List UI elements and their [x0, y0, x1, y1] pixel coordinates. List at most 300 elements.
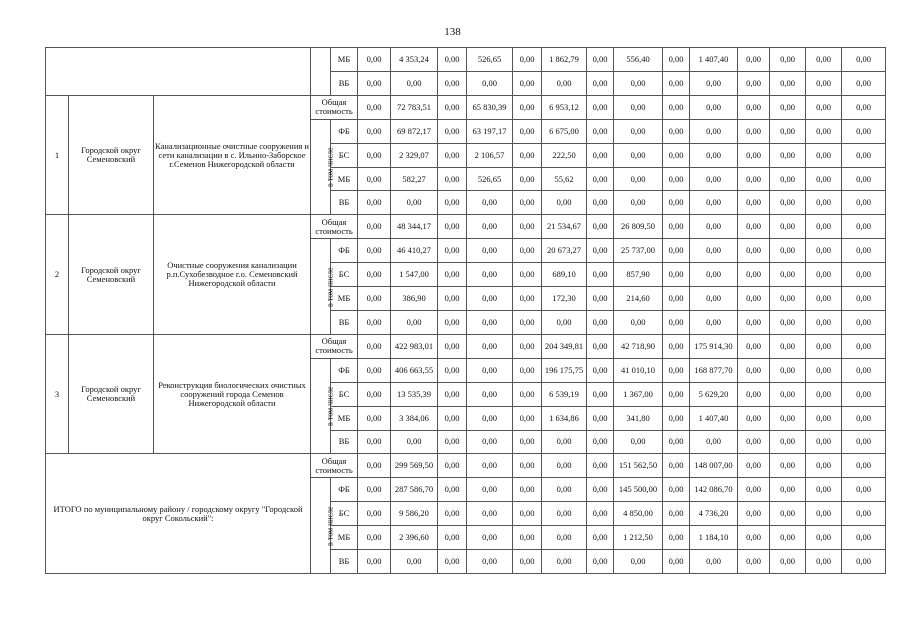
value-cell: 42 718,90	[614, 334, 663, 358]
value-cell: 0,00	[467, 454, 513, 478]
value-cell: 0,00	[842, 191, 886, 215]
value-cell: 0,00	[663, 406, 690, 430]
value-cell: 0,00	[770, 334, 806, 358]
value-cell: 142 086,70	[690, 478, 738, 502]
value-cell: 0,00	[358, 310, 391, 334]
value-cell: 0,00	[806, 382, 842, 406]
total-label: Общая стоимость	[311, 215, 358, 239]
value-cell: 0,00	[806, 119, 842, 143]
value-cell: 25 737,00	[614, 239, 663, 263]
value-cell: 0,00	[587, 143, 614, 167]
value-cell: 1 212,50	[614, 526, 663, 550]
value-cell: 0,00	[614, 119, 663, 143]
value-cell: 0,00	[358, 239, 391, 263]
value-cell: 0,00	[770, 550, 806, 574]
value-cell: 0,00	[438, 71, 467, 95]
value-cell: 0,00	[806, 263, 842, 287]
value-cell: 0,00	[513, 526, 542, 550]
value-cell: 0,00	[738, 478, 770, 502]
value-cell: 222,50	[542, 143, 587, 167]
value-cell: 0,00	[614, 550, 663, 574]
fund-cell: МБ	[331, 167, 358, 191]
value-cell: 0,00	[842, 287, 886, 311]
value-cell: 0,00	[663, 48, 690, 72]
value-cell: 1 547,00	[391, 263, 438, 287]
value-cell: 0,00	[467, 215, 513, 239]
value-cell: 0,00	[467, 263, 513, 287]
value-cell: 0,00	[587, 95, 614, 119]
value-cell: 0,00	[770, 215, 806, 239]
value-cell: 0,00	[842, 263, 886, 287]
fund-cell: ФБ	[331, 119, 358, 143]
value-cell: 0,00	[770, 310, 806, 334]
value-cell: 857,90	[614, 263, 663, 287]
value-cell: 0,00	[842, 48, 886, 72]
project-name: Очистные сооружения канализации р.п.Сухобезводное г.о. Семеновский Нижегородской области	[154, 215, 311, 335]
value-cell: 0,00	[738, 48, 770, 72]
value-cell: 0,00	[738, 263, 770, 287]
value-cell: 0,00	[690, 239, 738, 263]
value-cell: 582,27	[391, 167, 438, 191]
value-cell: 0,00	[770, 71, 806, 95]
value-cell: 21 534,67	[542, 215, 587, 239]
value-cell: 6 539,19	[542, 382, 587, 406]
value-cell: 0,00	[542, 191, 587, 215]
table-row	[46, 48, 886, 72]
value-cell: 0,00	[358, 263, 391, 287]
value-cell: 1 634,86	[542, 406, 587, 430]
value-cell: 386,90	[391, 287, 438, 311]
value-cell: 0,00	[587, 550, 614, 574]
value-cell: 0,00	[842, 358, 886, 382]
value-cell: 0,00	[663, 215, 690, 239]
value-cell: 1 407,40	[690, 406, 738, 430]
value-cell: 0,00	[770, 239, 806, 263]
value-cell: 0,00	[614, 95, 663, 119]
value-cell: 0,00	[806, 95, 842, 119]
value-cell: 0,00	[513, 215, 542, 239]
value-cell: 0,00	[842, 71, 886, 95]
value-cell: 0,00	[663, 526, 690, 550]
value-cell: 0,00	[663, 334, 690, 358]
fund-cell: ВБ	[331, 430, 358, 454]
value-cell: 0,00	[842, 143, 886, 167]
value-cell: 0,00	[542, 478, 587, 502]
fund-cell: ВБ	[331, 191, 358, 215]
value-cell: 0,00	[438, 454, 467, 478]
fund-cell: ФБ	[331, 358, 358, 382]
value-cell: 0,00	[438, 430, 467, 454]
value-cell: 0,00	[614, 71, 663, 95]
value-cell: 0,00	[842, 382, 886, 406]
empty-header-cell	[46, 48, 311, 96]
value-cell: 0,00	[467, 406, 513, 430]
value-cell: 0,00	[690, 191, 738, 215]
value-cell: 0,00	[663, 167, 690, 191]
value-cell: 0,00	[806, 502, 842, 526]
value-cell: 0,00	[806, 48, 842, 72]
value-cell: 0,00	[690, 71, 738, 95]
value-cell: 0,00	[358, 502, 391, 526]
value-cell: 1 862,79	[542, 48, 587, 72]
value-cell: 526,65	[467, 48, 513, 72]
value-cell: 0,00	[513, 263, 542, 287]
value-cell: 0,00	[738, 95, 770, 119]
value-cell: 0,00	[438, 478, 467, 502]
value-cell: 0,00	[663, 71, 690, 95]
value-cell: 48 344,17	[391, 215, 438, 239]
value-cell: 0,00	[587, 263, 614, 287]
value-cell: 63 197,17	[467, 119, 513, 143]
value-cell: 0,00	[542, 502, 587, 526]
value-cell: 65 830,39	[467, 95, 513, 119]
value-cell: 0,00	[438, 119, 467, 143]
value-cell: 0,00	[690, 95, 738, 119]
value-cell: 0,00	[614, 310, 663, 334]
value-cell: 6 675,00	[542, 119, 587, 143]
value-cell: 0,00	[663, 478, 690, 502]
value-cell: 2 329,07	[391, 143, 438, 167]
value-cell: 0,00	[842, 454, 886, 478]
value-cell: 0,00	[587, 454, 614, 478]
project-number: 3	[46, 334, 69, 454]
value-cell: 0,00	[391, 191, 438, 215]
value-cell: 0,00	[690, 119, 738, 143]
value-cell: 55,62	[542, 167, 587, 191]
value-cell: 0,00	[467, 239, 513, 263]
value-cell: 0,00	[587, 334, 614, 358]
value-cell: 0,00	[738, 550, 770, 574]
value-cell: 0,00	[738, 71, 770, 95]
value-cell: 0,00	[358, 287, 391, 311]
value-cell: 0,00	[438, 526, 467, 550]
value-cell: 0,00	[842, 430, 886, 454]
table-row	[46, 334, 886, 358]
value-cell: 0,00	[467, 71, 513, 95]
value-cell: 0,00	[542, 310, 587, 334]
value-cell: 0,00	[770, 263, 806, 287]
value-cell: 0,00	[738, 358, 770, 382]
value-cell: 0,00	[842, 334, 886, 358]
value-cell: 0,00	[358, 143, 391, 167]
fund-cell: ВБ	[331, 550, 358, 574]
value-cell: 0,00	[587, 239, 614, 263]
value-cell: 0,00	[842, 478, 886, 502]
value-cell: 0,00	[358, 478, 391, 502]
value-cell: 0,00	[467, 310, 513, 334]
value-cell: 69 872,17	[391, 119, 438, 143]
value-cell: 1 184,10	[690, 526, 738, 550]
value-cell: 2 396,60	[391, 526, 438, 550]
value-cell: 0,00	[438, 143, 467, 167]
value-cell: 0,00	[738, 502, 770, 526]
value-cell: 0,00	[438, 550, 467, 574]
value-cell: 0,00	[663, 191, 690, 215]
value-cell: 0,00	[738, 334, 770, 358]
value-cell: 0,00	[770, 191, 806, 215]
value-cell: 0,00	[467, 550, 513, 574]
value-cell: 0,00	[391, 550, 438, 574]
fund-cell: МБ	[331, 48, 358, 72]
budget-table	[45, 47, 886, 574]
incl-label: в том числе	[325, 506, 335, 546]
value-cell: 0,00	[438, 406, 467, 430]
value-cell: 526,65	[467, 167, 513, 191]
value-cell: 0,00	[587, 287, 614, 311]
value-cell: 0,00	[513, 287, 542, 311]
incl-label-cell	[311, 478, 335, 574]
project-district: Городской округ Семеновский	[69, 95, 154, 215]
value-cell: 4 353,24	[391, 48, 438, 72]
project-district: Городской округ Семеновский	[69, 215, 154, 335]
value-cell: 1 407,40	[690, 48, 738, 72]
value-cell: 0,00	[358, 550, 391, 574]
value-cell: 0,00	[663, 382, 690, 406]
value-cell: 0,00	[806, 550, 842, 574]
value-cell: 0,00	[467, 478, 513, 502]
value-cell: 0,00	[690, 143, 738, 167]
value-cell: 0,00	[842, 526, 886, 550]
value-cell: 0,00	[690, 215, 738, 239]
value-cell: 0,00	[663, 287, 690, 311]
value-cell: 0,00	[614, 430, 663, 454]
fund-cell: ФБ	[331, 478, 358, 502]
empty-incl-cell	[311, 48, 331, 96]
value-cell: 0,00	[690, 310, 738, 334]
value-cell: 0,00	[358, 71, 391, 95]
value-cell: 0,00	[690, 167, 738, 191]
value-cell: 4 736,20	[690, 502, 738, 526]
value-cell: 0,00	[513, 358, 542, 382]
value-cell: 20 673,27	[542, 239, 587, 263]
value-cell: 0,00	[391, 430, 438, 454]
value-cell: 0,00	[738, 167, 770, 191]
value-cell: 0,00	[438, 287, 467, 311]
value-cell: 0,00	[770, 454, 806, 478]
value-cell: 196 175,75	[542, 358, 587, 382]
value-cell: 0,00	[513, 119, 542, 143]
project-number: 1	[46, 95, 69, 215]
value-cell: 0,00	[438, 334, 467, 358]
value-cell: 0,00	[770, 48, 806, 72]
value-cell: 0,00	[542, 430, 587, 454]
value-cell: 0,00	[842, 119, 886, 143]
value-cell: 0,00	[806, 310, 842, 334]
value-cell: 299 569,50	[391, 454, 438, 478]
value-cell: 0,00	[513, 430, 542, 454]
value-cell: 0,00	[587, 119, 614, 143]
value-cell: 0,00	[663, 502, 690, 526]
value-cell: 0,00	[513, 478, 542, 502]
value-cell: 0,00	[438, 502, 467, 526]
value-cell: 0,00	[842, 239, 886, 263]
value-cell: 0,00	[663, 119, 690, 143]
value-cell: 0,00	[806, 526, 842, 550]
value-cell: 0,00	[663, 310, 690, 334]
value-cell: 0,00	[587, 310, 614, 334]
value-cell: 0,00	[587, 191, 614, 215]
value-cell: 0,00	[467, 358, 513, 382]
value-cell: 0,00	[438, 48, 467, 72]
value-cell: 0,00	[806, 358, 842, 382]
total-label: Общая стоимость	[311, 454, 358, 478]
value-cell: 2 106,57	[467, 143, 513, 167]
table-row	[46, 95, 886, 119]
incl-label-cell	[311, 119, 335, 215]
value-cell: 0,00	[690, 550, 738, 574]
value-cell: 0,00	[738, 191, 770, 215]
incl-label: в том числе	[325, 147, 335, 188]
value-cell: 0,00	[842, 406, 886, 430]
value-cell: 0,00	[738, 454, 770, 478]
value-cell: 175 914,30	[690, 334, 738, 358]
value-cell: 0,00	[738, 406, 770, 430]
value-cell: 0,00	[513, 48, 542, 72]
value-cell: 0,00	[438, 167, 467, 191]
value-cell: 0,00	[842, 215, 886, 239]
page-number: 138	[444, 26, 461, 38]
value-cell: 0,00	[513, 71, 542, 95]
value-cell: 0,00	[513, 406, 542, 430]
value-cell: 0,00	[806, 478, 842, 502]
value-cell: 341,80	[614, 406, 663, 430]
value-cell: 4 850,00	[614, 502, 663, 526]
value-cell: 0,00	[806, 191, 842, 215]
incl-label-cell	[311, 358, 335, 454]
value-cell: 0,00	[542, 454, 587, 478]
value-cell: 0,00	[614, 143, 663, 167]
table-row	[46, 215, 886, 239]
value-cell: 0,00	[842, 550, 886, 574]
value-cell: 0,00	[770, 502, 806, 526]
value-cell: 0,00	[587, 48, 614, 72]
value-cell: 0,00	[738, 143, 770, 167]
value-cell: 0,00	[542, 550, 587, 574]
value-cell: 0,00	[587, 430, 614, 454]
total-label: Общая стоимость	[311, 95, 358, 119]
value-cell: 0,00	[467, 430, 513, 454]
value-cell: 0,00	[513, 550, 542, 574]
value-cell: 0,00	[770, 358, 806, 382]
value-cell: 3 384,06	[391, 406, 438, 430]
value-cell: 0,00	[663, 95, 690, 119]
value-cell: 0,00	[806, 334, 842, 358]
fund-cell: БС	[331, 263, 358, 287]
value-cell: 0,00	[358, 215, 391, 239]
value-cell: 0,00	[587, 526, 614, 550]
value-cell: 0,00	[738, 382, 770, 406]
project-district: Городской округ Семеновский	[69, 334, 154, 454]
value-cell: 0,00	[587, 406, 614, 430]
incl-label: в том числе	[325, 386, 335, 427]
value-cell: 168 877,70	[690, 358, 738, 382]
project-name: Канализационные очистные сооружения и сети канализации в с. Ильино-Заборское г.Семенов Нижегородской области	[154, 95, 311, 215]
value-cell: 0,00	[438, 382, 467, 406]
value-cell: 0,00	[738, 239, 770, 263]
value-cell: 0,00	[614, 167, 663, 191]
value-cell: 0,00	[738, 430, 770, 454]
value-cell: 0,00	[770, 406, 806, 430]
value-cell: 0,00	[438, 95, 467, 119]
fund-cell: БС	[331, 502, 358, 526]
value-cell: 0,00	[690, 430, 738, 454]
value-cell: 0,00	[663, 430, 690, 454]
value-cell: 0,00	[438, 358, 467, 382]
value-cell: 0,00	[738, 119, 770, 143]
value-cell: 689,10	[542, 263, 587, 287]
value-cell: 0,00	[770, 526, 806, 550]
value-cell: 0,00	[663, 454, 690, 478]
value-cell: 0,00	[438, 191, 467, 215]
value-cell: 0,00	[806, 71, 842, 95]
fund-cell: МБ	[331, 406, 358, 430]
value-cell: 0,00	[358, 382, 391, 406]
value-cell: 0,00	[663, 550, 690, 574]
value-cell: 0,00	[842, 167, 886, 191]
value-cell: 0,00	[806, 430, 842, 454]
value-cell: 0,00	[358, 167, 391, 191]
value-cell: 0,00	[358, 406, 391, 430]
value-cell: 0,00	[770, 119, 806, 143]
value-cell: 5 629,20	[690, 382, 738, 406]
value-cell: 287 586,70	[391, 478, 438, 502]
value-cell: 0,00	[770, 167, 806, 191]
table-row	[46, 454, 886, 478]
value-cell: 0,00	[738, 287, 770, 311]
value-cell: 0,00	[438, 215, 467, 239]
value-cell: 0,00	[587, 167, 614, 191]
value-cell: 0,00	[842, 95, 886, 119]
itogo-label: ИТОГО по муниципальному району / городскому округу "Городской округ Сокольский":	[46, 454, 311, 574]
value-cell: 0,00	[358, 526, 391, 550]
value-cell: 0,00	[587, 71, 614, 95]
value-cell: 0,00	[738, 526, 770, 550]
value-cell: 13 535,39	[391, 382, 438, 406]
value-cell: 0,00	[770, 95, 806, 119]
project-name: Реконструкция биологических очистных сооружений города Семенов Нижегородской области	[154, 334, 311, 454]
value-cell: 556,40	[614, 48, 663, 72]
value-cell: 204 349,81	[542, 334, 587, 358]
value-cell: 0,00	[513, 167, 542, 191]
total-label: Общая стоимость	[311, 334, 358, 358]
value-cell: 0,00	[587, 382, 614, 406]
value-cell: 0,00	[513, 239, 542, 263]
fund-cell: МБ	[331, 526, 358, 550]
value-cell: 0,00	[542, 526, 587, 550]
value-cell: 0,00	[467, 526, 513, 550]
fund-cell: ФБ	[331, 239, 358, 263]
value-cell: 0,00	[806, 167, 842, 191]
value-cell: 9 586,20	[391, 502, 438, 526]
value-cell: 0,00	[842, 502, 886, 526]
value-cell: 0,00	[513, 310, 542, 334]
value-cell: 0,00	[587, 502, 614, 526]
project-number: 2	[46, 215, 69, 335]
value-cell: 0,00	[358, 119, 391, 143]
value-cell: 0,00	[358, 358, 391, 382]
value-cell: 26 809,50	[614, 215, 663, 239]
value-cell: 0,00	[513, 95, 542, 119]
value-cell: 0,00	[438, 310, 467, 334]
value-cell: 0,00	[587, 215, 614, 239]
value-cell: 0,00	[467, 191, 513, 215]
value-cell: 0,00	[391, 310, 438, 334]
value-cell: 0,00	[614, 191, 663, 215]
value-cell: 214,60	[614, 287, 663, 311]
value-cell: 0,00	[358, 430, 391, 454]
value-cell: 0,00	[690, 287, 738, 311]
value-cell: 0,00	[806, 143, 842, 167]
